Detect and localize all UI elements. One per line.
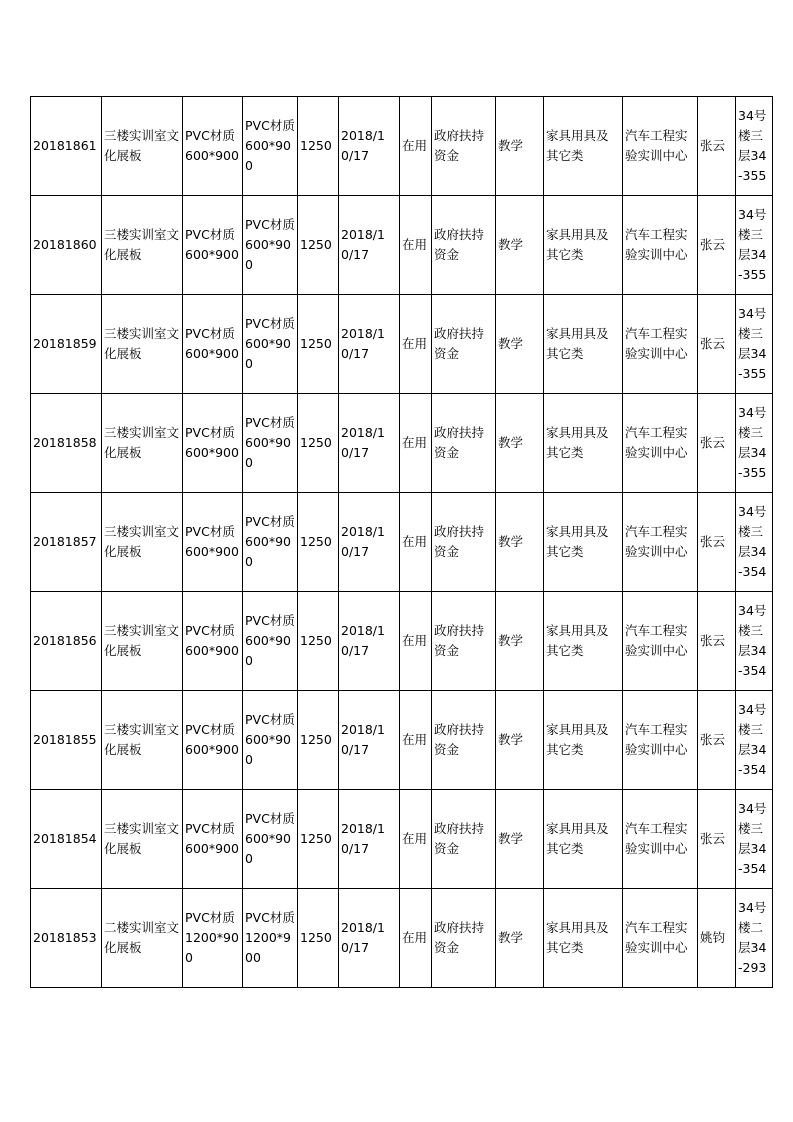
asset-id-cell: 20181861 [31, 97, 102, 196]
model-cell: PVC材质600*900 [183, 691, 243, 790]
fund-source-cell: 政府扶持资金 [432, 592, 496, 691]
model-cell: PVC材质600*900 [183, 790, 243, 889]
spec-cell: PVC材质600*900 [243, 97, 298, 196]
asset-name-cell: 三楼实训室文化展板 [102, 790, 183, 889]
fund-source-cell: 政府扶持资金 [432, 295, 496, 394]
fund-source-cell: 政府扶持资金 [432, 889, 496, 988]
fund-source-cell: 政府扶持资金 [432, 691, 496, 790]
department-cell: 汽车工程实验实训中心 [623, 691, 698, 790]
keeper-cell: 张云 [698, 196, 736, 295]
location-cell: 34号楼二层34-293 [736, 889, 773, 988]
spec-cell: PVC材质600*900 [243, 691, 298, 790]
date-cell: 2018/10/17 [339, 97, 400, 196]
category-cell: 家具用具及其它类 [544, 493, 623, 592]
status-cell: 在用 [400, 592, 432, 691]
category-cell: 家具用具及其它类 [544, 592, 623, 691]
keeper-cell: 张云 [698, 295, 736, 394]
keeper-cell: 张云 [698, 493, 736, 592]
table-row [31, 493, 773, 592]
department-cell: 汽车工程实验实训中心 [623, 295, 698, 394]
category-cell: 家具用具及其它类 [544, 790, 623, 889]
location-cell: 34号楼三层34-355 [736, 97, 773, 196]
table-row [31, 889, 773, 988]
status-cell: 在用 [400, 790, 432, 889]
category-cell: 家具用具及其它类 [544, 97, 623, 196]
date-cell: 2018/10/17 [339, 790, 400, 889]
usage-cell: 教学 [496, 196, 544, 295]
usage-cell: 教学 [496, 889, 544, 988]
fund-source-cell: 政府扶持资金 [432, 493, 496, 592]
usage-cell: 教学 [496, 691, 544, 790]
category-cell: 家具用具及其它类 [544, 889, 623, 988]
usage-cell: 教学 [496, 790, 544, 889]
location-cell: 34号楼三层34-354 [736, 493, 773, 592]
department-cell: 汽车工程实验实训中心 [623, 394, 698, 493]
asset-id-cell: 20181854 [31, 790, 102, 889]
status-cell: 在用 [400, 493, 432, 592]
table-row [31, 691, 773, 790]
price-cell: 1250 [298, 592, 339, 691]
asset-id-cell: 20181857 [31, 493, 102, 592]
model-cell: PVC材质600*900 [183, 592, 243, 691]
asset-name-cell: 三楼实训室文化展板 [102, 691, 183, 790]
category-cell: 家具用具及其它类 [544, 196, 623, 295]
asset-id-cell: 20181853 [31, 889, 102, 988]
category-cell: 家具用具及其它类 [544, 394, 623, 493]
asset-id-cell: 20181858 [31, 394, 102, 493]
asset-name-cell: 三楼实训室文化展板 [102, 592, 183, 691]
fund-source-cell: 政府扶持资金 [432, 97, 496, 196]
usage-cell: 教学 [496, 493, 544, 592]
spec-cell: PVC材质600*900 [243, 196, 298, 295]
date-cell: 2018/10/17 [339, 592, 400, 691]
spec-cell: PVC材质600*900 [243, 493, 298, 592]
location-cell: 34号楼三层34-354 [736, 592, 773, 691]
department-cell: 汽车工程实验实训中心 [623, 97, 698, 196]
model-cell: PVC材质600*900 [183, 97, 243, 196]
model-cell: PVC材质600*900 [183, 394, 243, 493]
asset-id-cell: 20181859 [31, 295, 102, 394]
department-cell: 汽车工程实验实训中心 [623, 790, 698, 889]
table-row [31, 295, 773, 394]
table-row [31, 790, 773, 889]
date-cell: 2018/10/17 [339, 889, 400, 988]
status-cell: 在用 [400, 196, 432, 295]
spec-cell: PVC材质600*900 [243, 790, 298, 889]
usage-cell: 教学 [496, 97, 544, 196]
spec-cell: PVC材质1200*900 [243, 889, 298, 988]
keeper-cell: 张云 [698, 97, 736, 196]
price-cell: 1250 [298, 394, 339, 493]
status-cell: 在用 [400, 889, 432, 988]
keeper-cell: 张云 [698, 790, 736, 889]
asset-id-cell: 20181855 [31, 691, 102, 790]
status-cell: 在用 [400, 394, 432, 493]
asset-name-cell: 二楼实训室文化展板 [102, 889, 183, 988]
price-cell: 1250 [298, 790, 339, 889]
model-cell: PVC材质600*900 [183, 295, 243, 394]
fund-source-cell: 政府扶持资金 [432, 790, 496, 889]
keeper-cell: 张云 [698, 592, 736, 691]
fund-source-cell: 政府扶持资金 [432, 394, 496, 493]
location-cell: 34号楼三层34-354 [736, 691, 773, 790]
date-cell: 2018/10/17 [339, 493, 400, 592]
table-row [31, 97, 773, 196]
status-cell: 在用 [400, 97, 432, 196]
department-cell: 汽车工程实验实训中心 [623, 493, 698, 592]
price-cell: 1250 [298, 493, 339, 592]
spec-cell: PVC材质600*900 [243, 394, 298, 493]
asset-name-cell: 三楼实训室文化展板 [102, 493, 183, 592]
asset-name-cell: 三楼实训室文化展板 [102, 196, 183, 295]
model-cell: PVC材质600*900 [183, 196, 243, 295]
spec-cell: PVC材质600*900 [243, 592, 298, 691]
asset-id-cell: 20181860 [31, 196, 102, 295]
price-cell: 1250 [298, 196, 339, 295]
location-cell: 34号楼三层34-355 [736, 394, 773, 493]
date-cell: 2018/10/17 [339, 691, 400, 790]
price-cell: 1250 [298, 691, 339, 790]
usage-cell: 教学 [496, 295, 544, 394]
date-cell: 2018/10/17 [339, 394, 400, 493]
model-cell: PVC材质600*900 [183, 493, 243, 592]
asset-name-cell: 三楼实训室文化展板 [102, 295, 183, 394]
price-cell: 1250 [298, 295, 339, 394]
spec-cell: PVC材质600*900 [243, 295, 298, 394]
department-cell: 汽车工程实验实训中心 [623, 889, 698, 988]
model-cell: PVC材质1200*900 [183, 889, 243, 988]
usage-cell: 教学 [496, 592, 544, 691]
table-row [31, 196, 773, 295]
location-cell: 34号楼三层34-355 [736, 295, 773, 394]
date-cell: 2018/10/17 [339, 295, 400, 394]
table-row [31, 394, 773, 493]
fund-source-cell: 政府扶持资金 [432, 196, 496, 295]
department-cell: 汽车工程实验实训中心 [623, 196, 698, 295]
location-cell: 34号楼三层34-355 [736, 196, 773, 295]
status-cell: 在用 [400, 691, 432, 790]
asset-table [30, 96, 773, 988]
keeper-cell: 张云 [698, 691, 736, 790]
category-cell: 家具用具及其它类 [544, 691, 623, 790]
price-cell: 1250 [298, 97, 339, 196]
table-body [31, 97, 773, 988]
category-cell: 家具用具及其它类 [544, 295, 623, 394]
keeper-cell: 张云 [698, 394, 736, 493]
date-cell: 2018/10/17 [339, 196, 400, 295]
table-row [31, 592, 773, 691]
department-cell: 汽车工程实验实训中心 [623, 592, 698, 691]
asset-name-cell: 三楼实训室文化展板 [102, 394, 183, 493]
usage-cell: 教学 [496, 394, 544, 493]
keeper-cell: 姚钧 [698, 889, 736, 988]
asset-name-cell: 三楼实训室文化展板 [102, 97, 183, 196]
status-cell: 在用 [400, 295, 432, 394]
asset-id-cell: 20181856 [31, 592, 102, 691]
price-cell: 1250 [298, 889, 339, 988]
location-cell: 34号楼三层34-354 [736, 790, 773, 889]
